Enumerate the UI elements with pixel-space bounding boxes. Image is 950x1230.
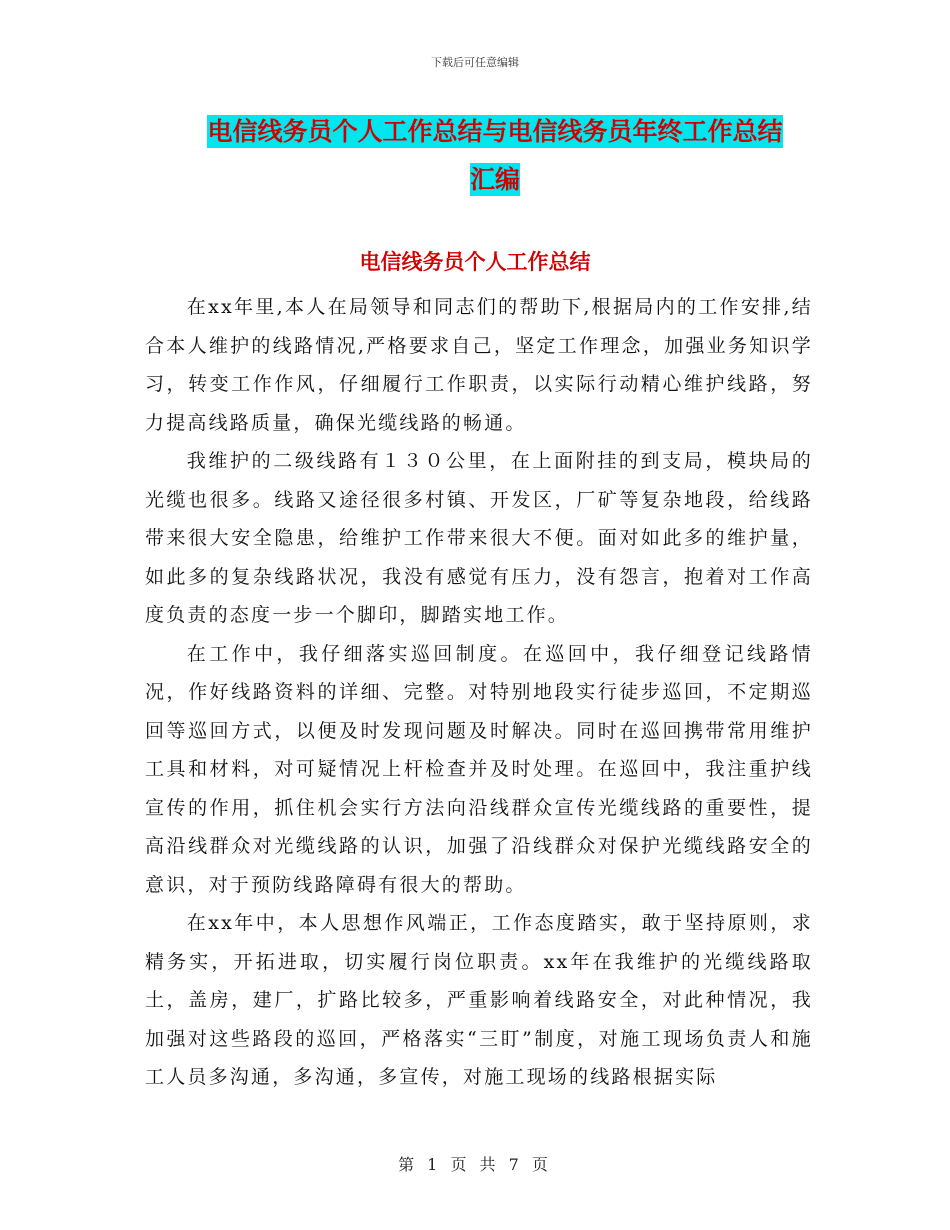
document-title-line1: 电信线务员个人工作总结与电信线务员年终工作总结 <box>207 117 783 146</box>
paragraph: 在xx年中，本人思想作风端正，工作态度踏实，敢于坚持原则，求精务实，开拓进取，切实履行岗位职责。xx年在我维护的光缆线路取土，盖房，建厂，扩路比较多，严重影响着线路安全，对此种情况，我加强对这些路段的巡回，严格落实“三盯”制度，对施工现场负责人和施工人员多沟通，多沟通，多宣传，对施工现场的线路根据实际 <box>145 912 813 1088</box>
paragraph: 在工作中，我仔细落实巡回制度。在巡回中，我仔细登记线路情况，作好线路资料的详细、完整。对特别地段实行徒步巡回，不定期巡回等巡回方式，以便及时发现问题及时解决。同时在巡回携带常用维护工具和材料，对可疑情况上杆检查并及时处理。在巡回中，我注重护线宣传的作用，抓住机会实行方法向沿线群众宣传光缆线路的重要性，提高沿线群众对光缆线路的认识，加强了沿线群众对保护光缆线路安全的意识，对于预防线路障碍有很大的帮助。 <box>145 642 813 896</box>
section-title: 电信线务员个人工作总结 <box>359 250 591 274</box>
paragraph: 我维护的二级线路有１３０公里，在上面附挂的到支局，模块局的光缆也很多。线路又途径很多村镇、开发区，厂矿等复杂地段，给线路带来很大安全隐患，给维护工作带来很大不便。面对如此多的维护量，如此多的复杂线路状况，我没有感觉有压力，没有怨言，抱着对工作高度负责的态度一步一个脚印，脚踏实地工作。 <box>145 450 813 626</box>
document-title <box>150 108 840 204</box>
document-title-line2: 汇编 <box>469 165 520 194</box>
page-footer: 第 1 页 共 7 页 <box>398 1155 552 1174</box>
document-body <box>145 288 813 1097</box>
header-note: 下载后可任意编辑 <box>431 56 519 69</box>
paragraph: 在xx年里,本人在局领导和同志们的帮助下,根据局内的工作安排,结合本人维护的线路情况,严格要求自己，坚定工作理念，加强业务知识学习，转变工作作风，仔细履行工作职责，以实际行动精心维护线路，努力提高线路质量，确保光缆线路的畅通。 <box>145 296 813 434</box>
